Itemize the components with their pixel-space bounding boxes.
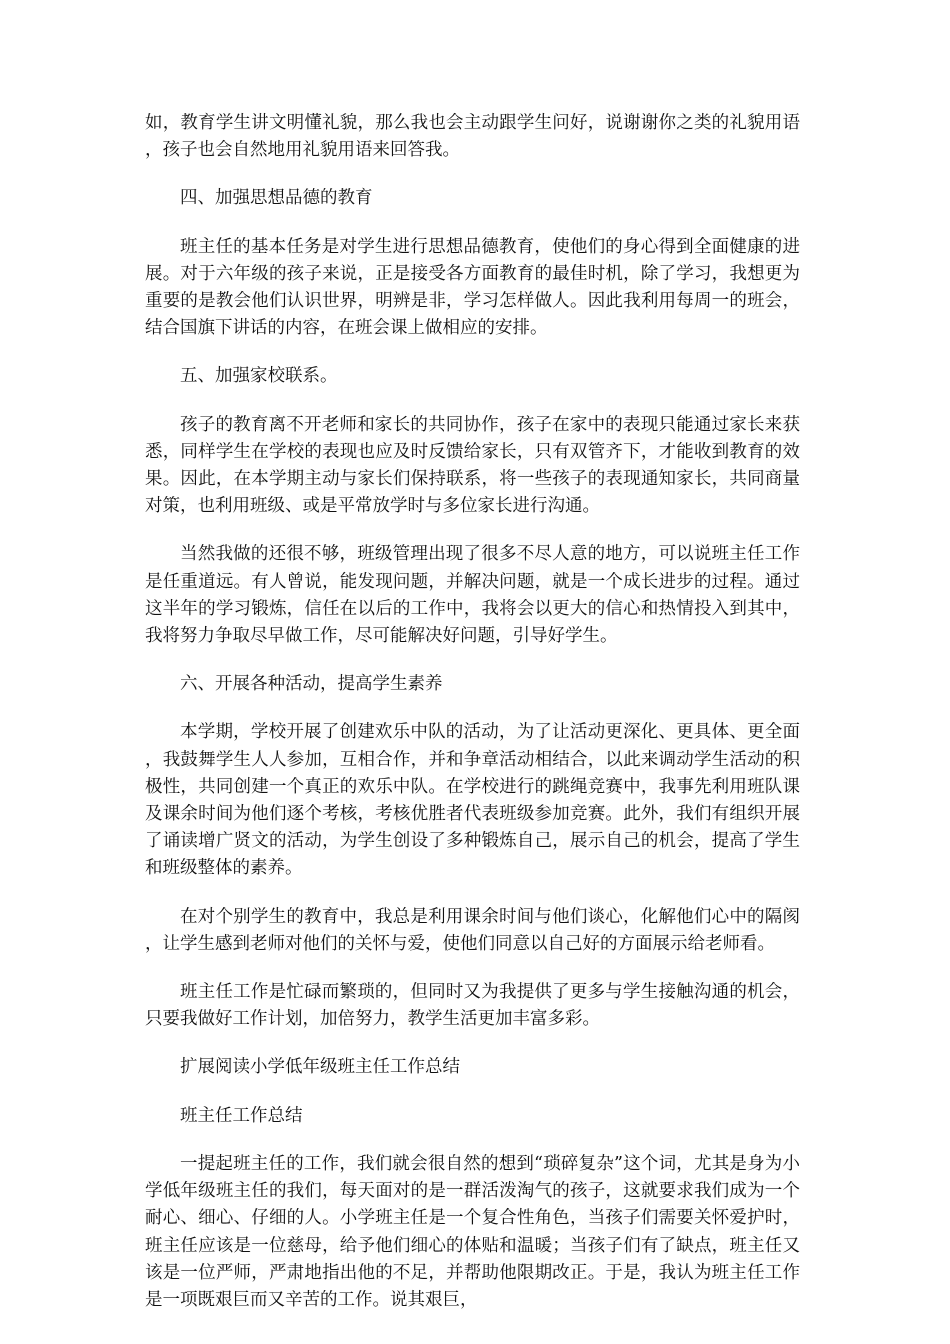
paragraph-7: 班主任工作是忙碌而繁琐的，但同时又为我提供了更多与学生接触沟通的机会，只要我做好工作计划，加倍努力，教学生活更加丰富多彩。 — [145, 982, 800, 1030]
paragraph-3: 孩子的教育离不开老师和家长的共同协作，孩子在家中的表现只能通过家长来获悉，同样学生在学校的表现也应及时反馈给家长，只有双管齐下，才能收到教育的效果。因此，在本学期主动与家长们保持联系，将一些孩子的表现通知家长，共同商量对策，也利用班级、或是平常放学时与多位家长进行沟通。 — [145, 414, 800, 517]
paragraph-5: 本学期，学校开展了创建欢乐中队的活动，为了让活动更深化、更具体、更全面，我鼓舞学生人人参加，互相合作，并和争章活动相结合，以此来调动学生活动的积极性，共同创建一个真正的欢乐中队。在学校进行的跳绳竞赛中，我事先利用班队课及课余时间为他们逐个考核，考核优胜者代表班级参加竞赛。此外，我们有组织开展了诵读增广贤文的活动，为学生创设了多种锻炼自己，展示自己的机会，提高了学生和班级整体的素养。 — [145, 722, 800, 879]
section-heading-6: 六、开展各种活动，提高学生素养 — [180, 674, 443, 695]
document-page — [145, 110, 800, 1335]
section-heading-5: 五、加强家校联系。 — [180, 366, 338, 387]
paragraph-8: 一提起班主任的工作，我们就会很自然的想到“琐碎复杂”这个词，尤其是身为小学低年级班主任的我们，每天面对的是一群活泼淘气的孩子，这就要求我们成为一个耐心、细心、仔细的人。小学班主任是一个复合性角色，当孩子们需要关怀爱护时，班主任应该是一位慈母，给予他们细心的体贴和温暖；当孩子们有了缺点，班主任又该是一位严师，严肃地指出他的不足，并帮助他限期改正。于是，我认为班主任工作是一项既艰巨而又辛苦的工作。说其艰巨， — [145, 1153, 800, 1310]
section-heading-4: 四、加强思想品德的教育 — [180, 188, 373, 209]
extended-reading-heading: 扩展阅读小学低年级班主任工作总结 — [180, 1057, 460, 1078]
paragraph-1: 如，教育学生讲文明懂礼貌，那么我也会主动跟学生问好，说谢谢你之类的礼貌用语，孩子也会自然地用礼貌用语来回答我。 — [145, 113, 800, 161]
paragraph-2: 班主任的基本任务是对学生进行思想品德教育，使他们的身心得到全面健康的进展。对于六年级的孩子来说，正是接受各方面教育的最佳时机，除了学习，我想更为重要的是教会他们认识世界，明辨是非，学习怎样做人。因此我利用每周一的班会，结合国旗下讲话的内容，在班会课上做相应的安排。 — [145, 236, 800, 339]
paragraph-4: 当然我做的还很不够，班级管理出现了很多不尽人意的地方，可以说班主任工作是任重道远。有人曾说，能发现问题，并解决问题，就是一个成长进步的过程。通过这半年的学习锻炼，信任在以后的工作中，我将会以更大的信心和热情投入到其中，我将努力争取尽早做工作，尽可能解决好问题，引导好学生。 — [145, 544, 800, 647]
summary-title: 班主任工作总结 — [180, 1105, 303, 1126]
paragraph-6: 在对个别学生的教育中，我总是利用课余时间与他们谈心，化解他们心中的隔阂，让学生感到老师对他们的关怀与爱，使他们同意以自己好的方面展示给老师看。 — [145, 906, 800, 954]
